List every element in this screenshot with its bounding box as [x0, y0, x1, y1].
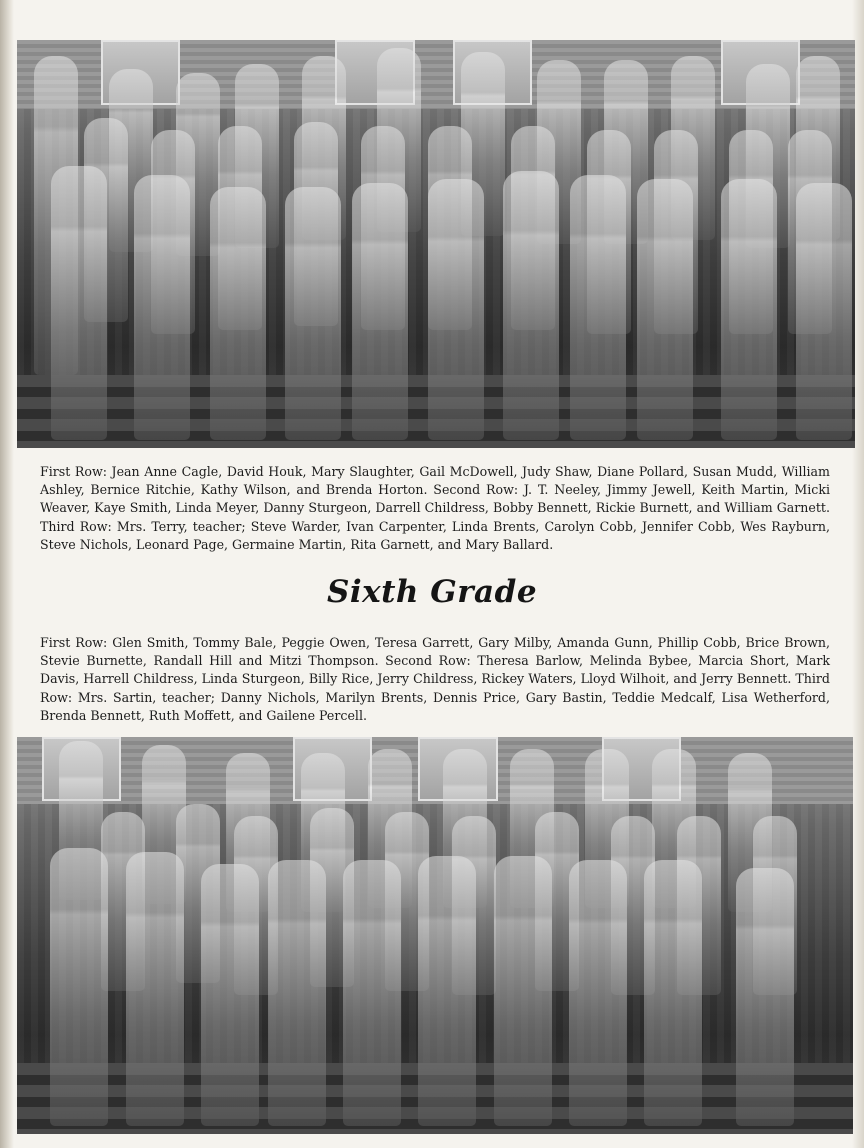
- student-figure: [418, 856, 476, 1126]
- student-figure: [50, 848, 108, 1126]
- student-figure: [126, 852, 184, 1126]
- class-caption-sixth-grade: First Row: Glen Smith, Tommy Bale, Peggie Owen, Teresa Garrett, Gary Milby, Amanda Gunn, Phillip Cobb, Brice Brown, Stevie Burnette, Randall Hill and Mitzi Thompson. Second Row: Theresa Barlow, Melinda Bybee, Marcia Short, Mark Davis, Harrell Childress, Linda Sturgeon, Billy Rice, Jerry Childress, Rickey Waters, Lloyd Wilhoit, and Jerry Bennett. Third Row: Mrs. Sartin, teacher; Danny Nichols, Marilyn Brents, Dennis Price, Gary Bastin, Teddie Medcalf, Lisa Wetherford, Brenda Bennett, Ruth Moffett, and Gailene Percell.: [40, 635, 830, 723]
- student-figure: [494, 856, 552, 1126]
- student-figure: [428, 179, 484, 440]
- student-figure: [268, 860, 326, 1126]
- student-figure: [134, 175, 190, 440]
- student-figure: [503, 171, 559, 440]
- student-figure: [570, 175, 626, 440]
- section-title: Sixth Grade: [326, 574, 538, 610]
- student-figure: [210, 187, 266, 440]
- student-figure: [352, 183, 408, 440]
- student-figure: [644, 860, 702, 1126]
- class-caption-top: First Row: Jean Anne Cagle, David Houk, Mary Slaughter, Gail McDowell, Judy Shaw, Diane Pollard, Susan Mudd, William Ashley, Bernice Ritchie, Kathy Wilson, and Brenda Horton. Second Row: J. T. Neeley, Jimmy Jewell, Keith Martin, Micki Weaver, Kaye Smith, Linda Meyer, Danny Sturgeon, Darrell Childress, Bobby Bennett, Rickie Burnett, and William Garnett. Third Row: Mrs. Terry, teacher; Steve Warder, Ivan Carpenter, Linda Brents, Carolyn Cobb, Jennifer Cobb, Wes Rayburn, Steve Nichols, Leonard Page, Germaine Martin, Rita Garnett, and Mary Ballard.: [40, 464, 830, 552]
- student-figure: [285, 187, 341, 440]
- student-figure: [721, 179, 777, 440]
- student-figure: [736, 868, 794, 1126]
- student-figure: [796, 183, 852, 440]
- student-figure: [569, 860, 627, 1126]
- student-figure: [637, 179, 693, 440]
- student-figure: [343, 860, 401, 1126]
- student-figure: [201, 864, 259, 1126]
- class-photo-top: [17, 40, 855, 448]
- student-figure: [51, 166, 107, 439]
- class-photo-sixth-grade: [17, 737, 853, 1134]
